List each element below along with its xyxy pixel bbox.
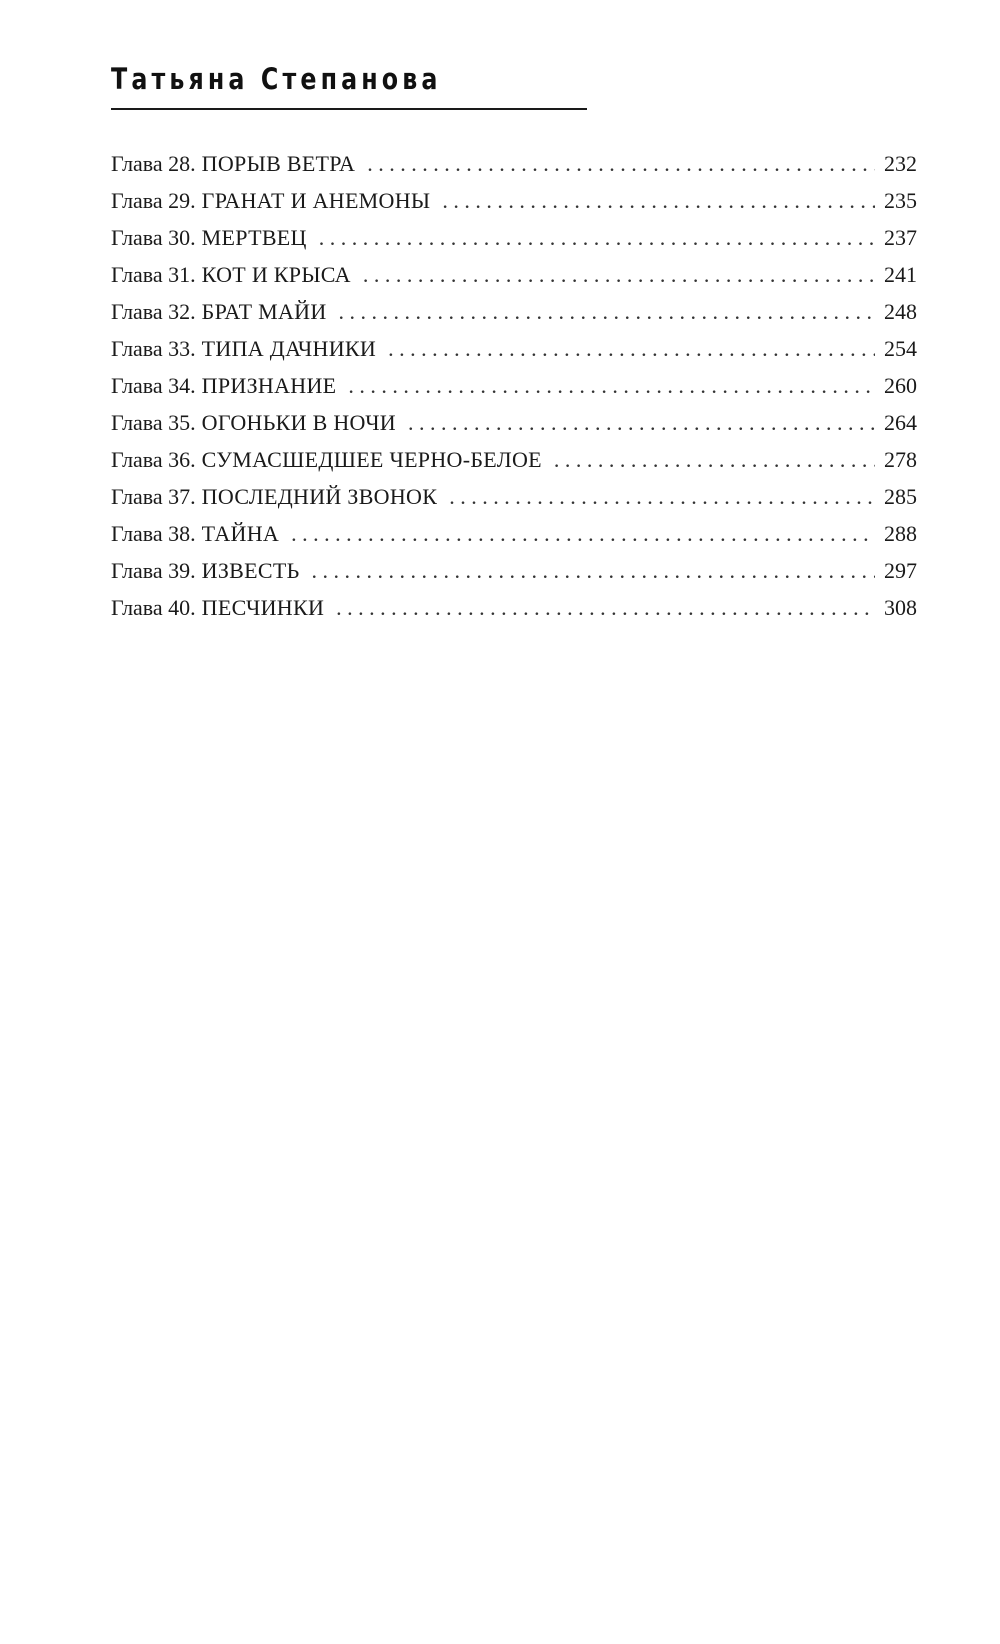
toc-page-number: 288 bbox=[884, 521, 917, 546]
toc-page-number: 308 bbox=[884, 595, 917, 620]
toc-chapter-number: Глава 33. bbox=[111, 336, 196, 361]
header-rule-divider bbox=[111, 108, 587, 110]
toc-dot-leader bbox=[348, 367, 875, 404]
toc-chapter-title: ОГОНЬКИ В НОЧИ bbox=[201, 410, 396, 435]
toc-chapter-title: ПЕСЧИНКИ bbox=[201, 595, 325, 620]
toc-entry bbox=[111, 589, 917, 626]
toc-chapter-number: Глава 39. bbox=[111, 558, 196, 583]
toc-chapter-number: Глава 36. bbox=[111, 447, 196, 472]
toc-chapter-title: ПОСЛЕДНИЙ ЗВОНОК bbox=[201, 484, 438, 509]
toc-chapter-title: МЕРТВЕЦ bbox=[201, 225, 307, 250]
toc-page-number: 237 bbox=[884, 225, 917, 250]
toc-page-number: 285 bbox=[884, 484, 917, 509]
running-head-author: Татьяна Степанова bbox=[111, 62, 442, 96]
toc-dot-leader bbox=[388, 330, 875, 367]
toc-dot-leader bbox=[449, 478, 875, 515]
toc-dot-leader bbox=[442, 182, 875, 219]
toc-page-number: 297 bbox=[884, 558, 917, 583]
toc-page-number: 235 bbox=[884, 188, 917, 213]
toc-chapter-title: ИЗВЕСТЬ bbox=[201, 558, 300, 583]
toc-entry bbox=[111, 330, 917, 367]
toc-chapter-number: Глава 28. bbox=[111, 151, 196, 176]
toc-page-number: 264 bbox=[884, 410, 917, 435]
toc-entry bbox=[111, 367, 917, 404]
toc-chapter-title: БРАТ МАЙИ bbox=[201, 299, 327, 324]
toc-chapter-number: Глава 40. bbox=[111, 595, 196, 620]
toc-chapter-title: ПРИЗНАНИЕ bbox=[201, 373, 337, 398]
toc-entry bbox=[111, 404, 917, 441]
toc-chapter-title: СУМАСШЕДШЕЕ ЧЕРНО-БЕЛОЕ bbox=[201, 447, 542, 472]
toc-page-number: 248 bbox=[884, 299, 917, 324]
toc-dot-leader bbox=[319, 219, 875, 256]
toc-dot-leader bbox=[367, 145, 875, 182]
toc-chapter-number: Глава 29. bbox=[111, 188, 196, 213]
toc-entry bbox=[111, 256, 917, 293]
toc-entry bbox=[111, 478, 917, 515]
toc-page-number: 232 bbox=[884, 151, 917, 176]
toc-chapter-title: ГРАНАТ И АНЕМОНЫ bbox=[201, 188, 431, 213]
toc-dot-leader bbox=[291, 515, 875, 552]
toc-chapter-title: КОТ И КРЫСА bbox=[201, 262, 351, 287]
toc-chapter-number: Глава 30. bbox=[111, 225, 196, 250]
toc-entry bbox=[111, 145, 917, 182]
toc-entry bbox=[111, 515, 917, 552]
toc-dot-leader bbox=[339, 293, 875, 330]
toc-dot-leader bbox=[408, 404, 875, 441]
toc-chapter-number: Глава 34. bbox=[111, 373, 196, 398]
toc-entry bbox=[111, 552, 917, 589]
toc-chapter-number: Глава 35. bbox=[111, 410, 196, 435]
toc-dot-leader bbox=[336, 589, 875, 626]
toc-dot-leader bbox=[363, 256, 875, 293]
toc-chapter-number: Глава 31. bbox=[111, 262, 196, 287]
toc-entry bbox=[111, 219, 917, 256]
toc-dot-leader bbox=[312, 552, 875, 589]
toc-chapter-title: ТИПА ДАЧНИКИ bbox=[201, 336, 377, 361]
toc-chapter-number: Глава 38. bbox=[111, 521, 196, 546]
toc-dot-leader bbox=[554, 441, 875, 478]
toc-page-number: 254 bbox=[884, 336, 917, 361]
toc-chapter-number: Глава 37. bbox=[111, 484, 196, 509]
toc-entry bbox=[111, 441, 917, 478]
toc-page-number: 278 bbox=[884, 447, 917, 472]
toc-chapter-title: ПОРЫВ ВЕТРА bbox=[201, 151, 356, 176]
toc-chapter-title: ТАЙНА bbox=[201, 521, 280, 546]
toc-entry bbox=[111, 293, 917, 330]
toc-entry bbox=[111, 182, 917, 219]
toc-page-number: 260 bbox=[884, 373, 917, 398]
table-of-contents bbox=[111, 145, 917, 626]
toc-page-number: 241 bbox=[884, 262, 917, 287]
toc-chapter-number: Глава 32. bbox=[111, 299, 196, 324]
